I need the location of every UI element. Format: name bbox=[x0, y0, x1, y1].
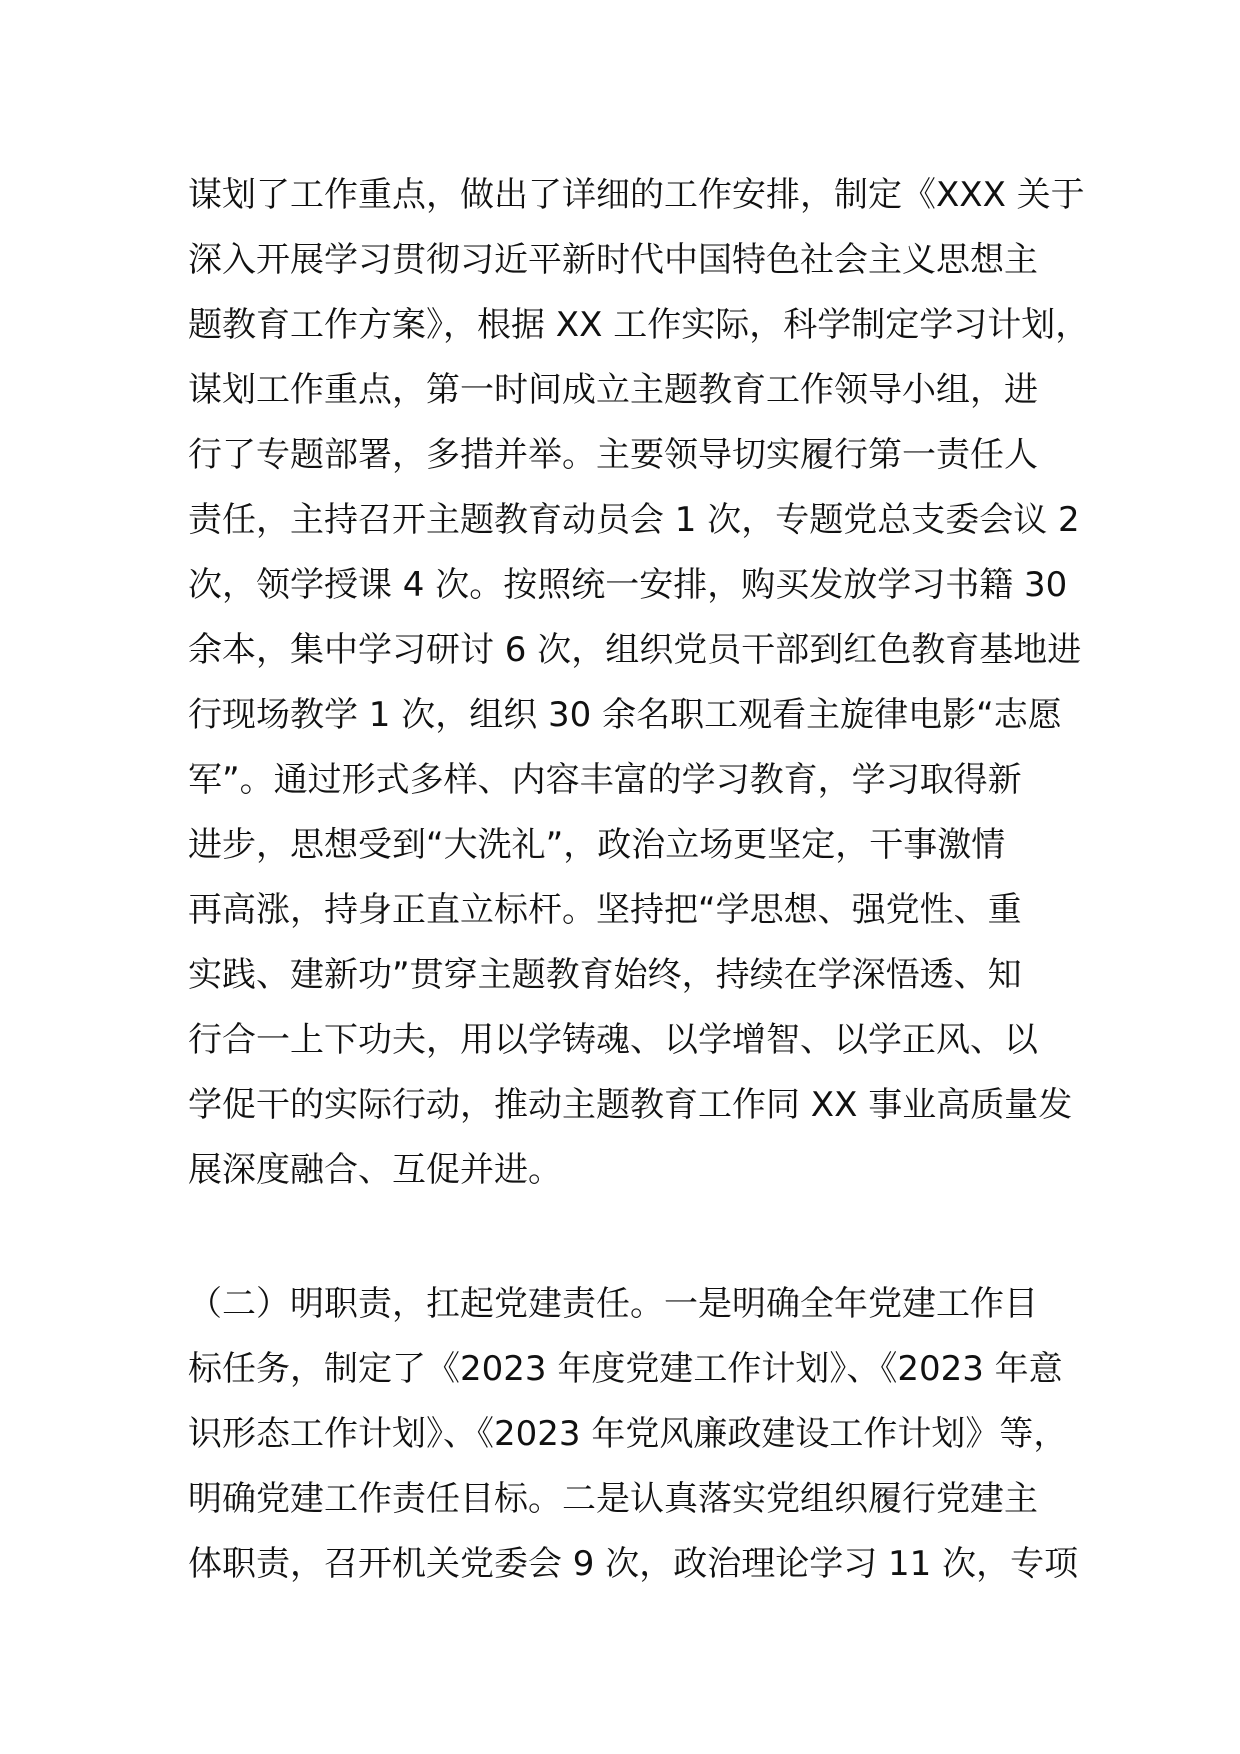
paragraph-party-responsibility bbox=[188, 1272, 1079, 1597]
text-line: 军”。通过形式多样、内容丰富的学习教育，学习取得新 bbox=[188, 760, 1022, 800]
text-line: 行现场教学 1 次，组织 30 余名职工观看主旋律电影“志愿 bbox=[188, 695, 1062, 735]
text-line: 进步，思想受到“大洗礼”，政治立场更坚定，干事激情 bbox=[188, 825, 1006, 865]
text-line: 实践、建新功”贯穿主题教育始终，持续在学深悟透、知 bbox=[188, 955, 1022, 995]
text-line: 谋划了工作重点，做出了详细的工作安排，制定《XXX 关于 bbox=[188, 175, 1085, 215]
text-line: 标任务，制定了《2023 年度党建工作计划》、《2023 年意 bbox=[188, 1349, 1063, 1389]
text-line: 谋划工作重点，第一时间成立主题教育工作领导小组，进 bbox=[188, 370, 1038, 410]
text-line: （二）明职责，扛起党建责任。一是明确全年党建工作目 bbox=[188, 1284, 1038, 1324]
text-line: 展深度融合、互促并进。 bbox=[188, 1150, 562, 1190]
text-line: 体职责，召开机关党委会 9 次，政治理论学习 11 次，专项 bbox=[188, 1544, 1079, 1584]
text-line: 行合一上下功夫，用以学铸魂、以学增智、以学正风、以 bbox=[188, 1020, 1038, 1060]
text-line: 行了专题部署，多措并举。主要领导切实履行第一责任人 bbox=[188, 435, 1038, 475]
text-line: 明确党建工作责任目标。二是认真落实党组织履行党建主 bbox=[188, 1479, 1038, 1519]
text-line: 次，领学授课 4 次。按照统一安排，购买发放学习书籍 30 bbox=[188, 565, 1068, 605]
text-line: 深入开展学习贯彻习近平新时代中国特色社会主义思想主 bbox=[188, 240, 1038, 280]
text-line: 再高涨，持身正直立标杆。坚持把“学思想、强党性、重 bbox=[188, 890, 1022, 930]
paragraph-theme-education bbox=[188, 163, 1090, 1203]
text-line: 题教育工作方案》，根据 XX 工作实际，科学制定学习计划， bbox=[188, 305, 1090, 345]
text-line: 余本，集中学习研讨 6 次，组织党员干部到红色教育基地进 bbox=[188, 630, 1082, 670]
text-line: 学促干的实际行动，推动主题教育工作同 XX 事业高质量发 bbox=[188, 1085, 1073, 1125]
text-line: 识形态工作计划》、《2023 年党风廉政建设工作计划》等， bbox=[188, 1414, 1068, 1454]
text-line: 责任，主持召开主题教育动员会 1 次，专题党总支委会议 2 bbox=[188, 500, 1080, 540]
